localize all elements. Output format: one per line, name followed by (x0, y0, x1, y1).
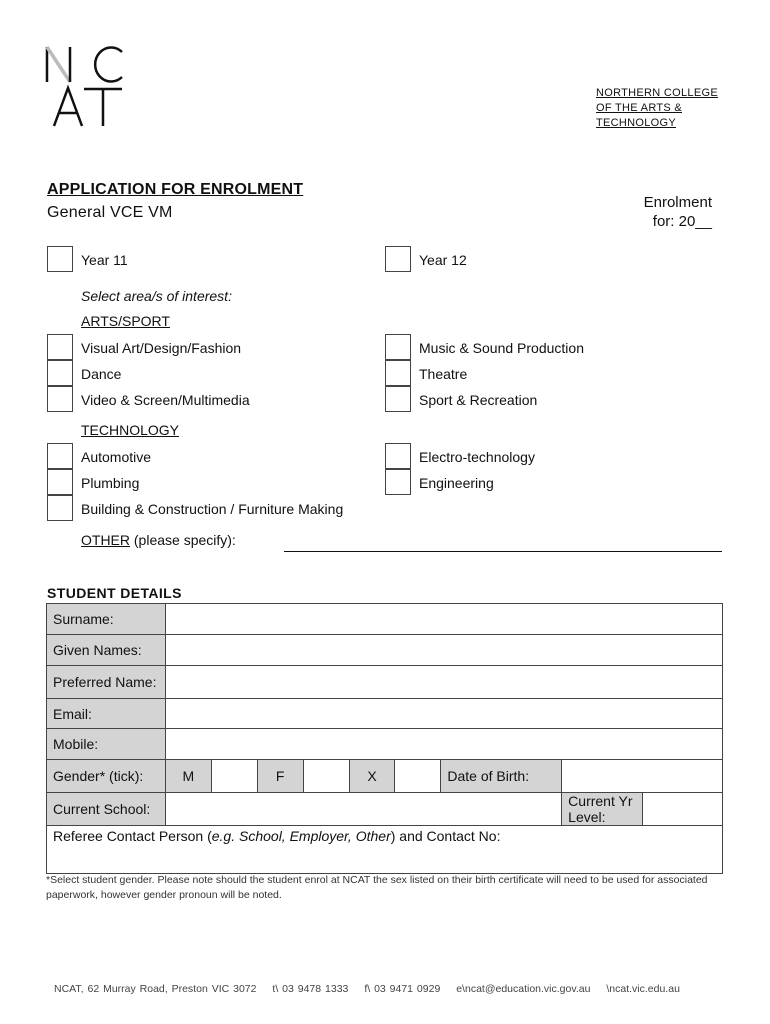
preferred-name-label: Preferred Name: (47, 666, 166, 699)
other-label (81, 532, 236, 549)
footer-email: e\ncat@education.vic.gov.au (456, 983, 591, 995)
electro-technology-checkbox[interactable] (385, 443, 411, 469)
music-sound-checkbox[interactable] (385, 334, 411, 360)
gender-m-tick[interactable] (211, 760, 257, 793)
gender-x-label: X (349, 760, 395, 793)
technology-heading: TECHNOLOGY (81, 422, 180, 438)
surname-input[interactable] (165, 604, 722, 635)
given-names-label: Given Names: (47, 635, 166, 666)
page-footer (54, 983, 692, 995)
building-construction-label: Building & Construction / Furniture Making (81, 501, 344, 517)
student-details-heading: STUDENT DETAILS (47, 585, 182, 601)
gender-footnote: *Select student gender. Please note should the student enrol at NCAT the sex listed on their birth certificate will need to be used for associated paperwork, however gender pronoun will be noted. (46, 874, 708, 901)
referee-prefix: Referee Contact Person ( (53, 828, 212, 844)
arts-sport-heading: ARTS/SPORT (81, 313, 170, 329)
enrolment-year-field[interactable]: for: 20__ (652, 213, 712, 230)
theatre-label: Theatre (419, 366, 468, 382)
gender-x-tick[interactable] (395, 760, 441, 793)
mobile-row (47, 729, 723, 760)
automotive-label: Automotive (81, 449, 152, 465)
college-name (596, 86, 718, 131)
footer-fax: f\ 03 9471 0929 (364, 983, 441, 995)
other-specify-input[interactable] (284, 551, 722, 552)
sport-recreation-label: Sport & Recreation (419, 392, 538, 408)
building-construction-checkbox[interactable] (47, 495, 73, 521)
email-row (47, 699, 723, 729)
college-name-line-2: OF THE ARTS & (596, 102, 683, 114)
enrolment-year (610, 193, 712, 231)
referee-row (47, 826, 723, 874)
gender-label: Gender* (tick): (47, 760, 166, 793)
music-sound-label: Music & Sound Production (419, 340, 584, 356)
form-title: APPLICATION FOR ENROLMENT (47, 181, 304, 198)
dance-label: Dance (81, 366, 122, 382)
footer-web: \ncat.vic.edu.au (606, 983, 680, 995)
current-yr-level-input[interactable] (643, 793, 723, 826)
college-name-line-1: NORTHERN COLLEGE (596, 87, 718, 99)
theatre-checkbox[interactable] (385, 360, 411, 386)
ncat-logo (44, 42, 130, 128)
mobile-label: Mobile: (47, 729, 166, 760)
year-11-checkbox[interactable] (47, 246, 73, 272)
engineering-label: Engineering (419, 475, 494, 491)
dob-label: Date of Birth: (441, 760, 562, 793)
gender-f-tick[interactable] (303, 760, 349, 793)
referee-input[interactable] (47, 826, 723, 874)
gender-m-label: M (165, 760, 211, 793)
electro-technology-label: Electro-technology (419, 449, 535, 465)
surname-row (47, 604, 723, 635)
student-details-table (46, 603, 723, 874)
video-screen-checkbox[interactable] (47, 386, 73, 412)
referee-examples: e.g. School, Employer, Other (211, 828, 391, 844)
automotive-checkbox[interactable] (47, 443, 73, 469)
current-school-label: Current School: (47, 793, 166, 826)
email-label: Email: (47, 699, 166, 729)
form-subtitle: General VCE VM (47, 204, 173, 221)
preferred-name-row (47, 666, 723, 699)
mobile-input[interactable] (165, 729, 722, 760)
visual-art-checkbox[interactable] (47, 334, 73, 360)
plumbing-label: Plumbing (81, 475, 140, 491)
year-12-checkbox[interactable] (385, 246, 411, 272)
footer-phone: t\ 03 9478 1333 (272, 983, 349, 995)
preferred-name-input[interactable] (165, 666, 722, 699)
engineering-checkbox[interactable] (385, 469, 411, 495)
enrolment-label: Enrolment (643, 194, 712, 211)
footer-address: NCAT, 62 Murray Road, Preston VIC 3072 (54, 983, 257, 995)
other-heading: OTHER (81, 532, 130, 548)
given-names-row (47, 635, 723, 666)
gender-f-label: F (257, 760, 303, 793)
year-12-label: Year 12 (419, 252, 467, 268)
other-suffix: (please specify): (130, 532, 236, 548)
dob-input[interactable] (562, 760, 723, 793)
college-name-line-3: TECHNOLOGY (596, 117, 677, 129)
plumbing-checkbox[interactable] (47, 469, 73, 495)
interest-prompt: Select area/s of interest: (81, 288, 232, 304)
dance-checkbox[interactable] (47, 360, 73, 386)
year-11-label: Year 11 (81, 252, 128, 268)
visual-art-label: Visual Art/Design/Fashion (81, 340, 242, 356)
sport-recreation-checkbox[interactable] (385, 386, 411, 412)
current-school-row (47, 793, 723, 826)
current-yr-level-label: Current Yr Level: (562, 793, 643, 826)
surname-label: Surname: (47, 604, 166, 635)
email-input[interactable] (165, 699, 722, 729)
video-screen-label: Video & Screen/Multimedia (81, 392, 250, 408)
referee-suffix: ) and Contact No: (390, 828, 501, 844)
gender-row (47, 760, 723, 793)
ncat-logo-mark (44, 42, 130, 128)
given-names-input[interactable] (165, 635, 722, 666)
current-school-input[interactable] (165, 793, 561, 826)
